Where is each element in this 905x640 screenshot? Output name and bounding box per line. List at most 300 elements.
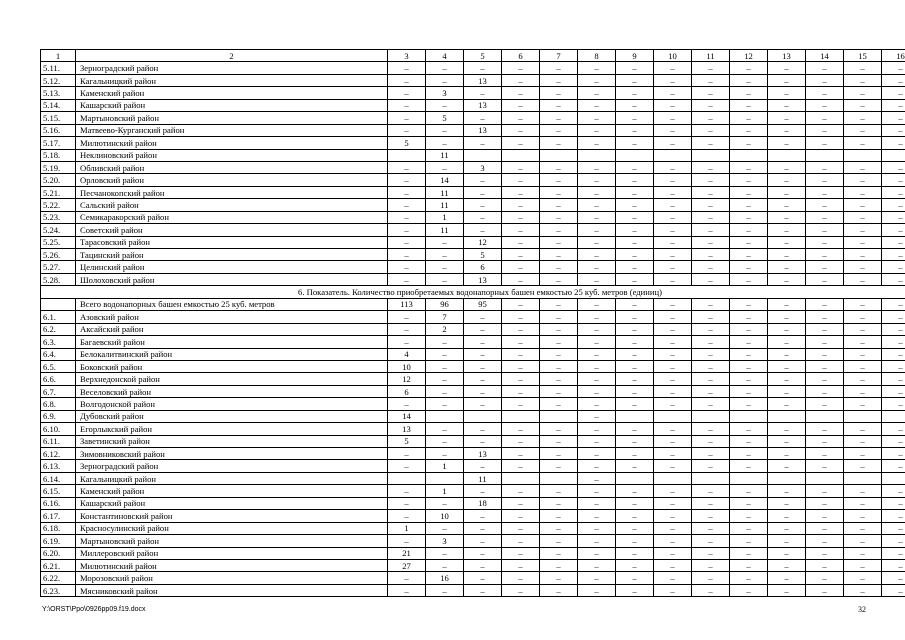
row-number: 6.11. — [41, 435, 76, 447]
value-cell: – — [388, 62, 426, 74]
value-cell: – — [426, 435, 464, 447]
district-name: Милютинский район — [76, 559, 388, 571]
table-row — [41, 485, 905, 497]
row-number: 5.24. — [41, 224, 76, 236]
value-cell: – — [692, 261, 730, 273]
value-cell: – — [540, 360, 578, 372]
value-cell: – — [616, 547, 654, 559]
value-cell: – — [882, 311, 905, 323]
value-cell: – — [616, 62, 654, 74]
table-row — [41, 535, 905, 547]
value-cell: – — [768, 460, 806, 472]
value-cell: – — [388, 224, 426, 236]
value-cell: – — [654, 497, 692, 509]
district-name: Верхнедонской район — [76, 373, 388, 385]
value-cell: – — [882, 62, 905, 74]
row-number: 6.22. — [41, 572, 76, 584]
value-cell: – — [388, 124, 426, 136]
value-cell: – — [540, 87, 578, 99]
value-cell: – — [882, 199, 905, 211]
value-cell: 13 — [464, 124, 502, 136]
table-row — [41, 547, 905, 559]
value-cell: – — [768, 62, 806, 74]
district-name: Морозовский район — [76, 572, 388, 584]
value-cell: – — [540, 559, 578, 571]
value-cell: – — [768, 360, 806, 372]
value-cell: – — [844, 224, 882, 236]
row-number: 6.21. — [41, 559, 76, 571]
value-cell: – — [768, 261, 806, 273]
value-cell: – — [692, 547, 730, 559]
value-cell: 16 — [426, 572, 464, 584]
value-cell: – — [730, 360, 768, 372]
value-cell: – — [578, 261, 616, 273]
value-cell: – — [768, 112, 806, 124]
value-cell: – — [806, 74, 844, 86]
value-cell: – — [692, 137, 730, 149]
value-cell: 13 — [388, 423, 426, 435]
value-cell: – — [502, 385, 540, 397]
value-cell: – — [692, 398, 730, 410]
value-cell — [540, 410, 578, 422]
value-cell: – — [768, 137, 806, 149]
table-row — [41, 584, 905, 596]
value-cell: – — [882, 323, 905, 335]
header-cell: 10 — [654, 50, 692, 62]
value-cell: – — [426, 124, 464, 136]
value-cell: – — [578, 161, 616, 173]
value-cell: – — [540, 112, 578, 124]
value-cell: – — [578, 472, 616, 484]
value-cell: – — [502, 435, 540, 447]
value-cell: 2 — [426, 323, 464, 335]
value-cell: – — [464, 398, 502, 410]
value-cell: – — [768, 199, 806, 211]
value-cell: – — [692, 559, 730, 571]
table-row — [41, 373, 905, 385]
value-cell: – — [502, 124, 540, 136]
value-cell: 95 — [464, 298, 502, 310]
value-cell: – — [654, 572, 692, 584]
value-cell: – — [616, 161, 654, 173]
header-cell: 4 — [426, 50, 464, 62]
value-cell: – — [654, 348, 692, 360]
value-cell: – — [616, 423, 654, 435]
district-name: Неклиновский район — [76, 149, 388, 161]
value-cell: – — [844, 572, 882, 584]
district-name: Азовский район — [76, 311, 388, 323]
row-number: 5.13. — [41, 87, 76, 99]
value-cell: – — [426, 385, 464, 397]
value-cell: – — [692, 385, 730, 397]
value-cell: – — [502, 224, 540, 236]
value-cell: – — [464, 522, 502, 534]
value-cell: – — [616, 323, 654, 335]
value-cell: – — [692, 460, 730, 472]
value-cell: – — [692, 236, 730, 248]
table-row — [41, 149, 905, 161]
value-cell: – — [692, 373, 730, 385]
value-cell: – — [654, 224, 692, 236]
value-cell: – — [502, 547, 540, 559]
value-cell: – — [578, 348, 616, 360]
row-number: 6.16. — [41, 497, 76, 509]
value-cell: – — [882, 336, 905, 348]
value-cell — [616, 410, 654, 422]
table-row — [41, 522, 905, 534]
value-cell: – — [730, 186, 768, 198]
value-cell: – — [882, 161, 905, 173]
value-cell: – — [844, 547, 882, 559]
value-cell: – — [692, 298, 730, 310]
value-cell: – — [388, 87, 426, 99]
value-cell: – — [616, 124, 654, 136]
value-cell: – — [578, 174, 616, 186]
value-cell: 14 — [426, 174, 464, 186]
value-cell: – — [502, 62, 540, 74]
value-cell: – — [578, 435, 616, 447]
row-number: 6.2. — [41, 323, 76, 335]
value-cell — [540, 472, 578, 484]
value-cell: 113 — [388, 298, 426, 310]
district-name: Орловский район — [76, 174, 388, 186]
value-cell: – — [806, 323, 844, 335]
value-cell: – — [464, 547, 502, 559]
value-cell: – — [844, 423, 882, 435]
value-cell: – — [844, 236, 882, 248]
value-cell: 12 — [388, 373, 426, 385]
table-row — [41, 137, 905, 149]
value-cell: – — [882, 137, 905, 149]
value-cell: 96 — [426, 298, 464, 310]
value-cell — [654, 472, 692, 484]
value-cell: – — [768, 373, 806, 385]
value-cell: – — [654, 398, 692, 410]
value-cell: – — [502, 373, 540, 385]
row-number: 6.10. — [41, 423, 76, 435]
value-cell: – — [806, 485, 844, 497]
page-number: 32 — [858, 605, 866, 614]
value-cell: – — [502, 261, 540, 273]
row-number: 6.12. — [41, 448, 76, 460]
value-cell: – — [388, 311, 426, 323]
value-cell: – — [844, 336, 882, 348]
value-cell: – — [616, 311, 654, 323]
value-cell: – — [540, 224, 578, 236]
value-cell: – — [388, 249, 426, 261]
value-cell: – — [502, 161, 540, 173]
table-row — [41, 448, 905, 460]
value-cell: – — [692, 348, 730, 360]
value-cell: – — [578, 535, 616, 547]
value-cell — [882, 149, 905, 161]
value-cell: – — [844, 249, 882, 261]
value-cell: – — [502, 348, 540, 360]
value-cell: – — [768, 522, 806, 534]
value-cell: – — [464, 460, 502, 472]
value-cell: – — [654, 112, 692, 124]
value-cell: – — [730, 448, 768, 460]
value-cell: – — [806, 224, 844, 236]
value-cell: – — [882, 236, 905, 248]
value-cell: – — [578, 410, 616, 422]
district-name: Кашарский район — [76, 99, 388, 111]
value-cell: – — [844, 211, 882, 223]
value-cell: – — [540, 522, 578, 534]
value-cell: – — [844, 273, 882, 285]
value-cell: – — [388, 211, 426, 223]
district-name: Аксайский район — [76, 323, 388, 335]
value-cell: – — [540, 460, 578, 472]
value-cell: – — [502, 535, 540, 547]
value-cell: – — [388, 112, 426, 124]
value-cell: – — [768, 348, 806, 360]
value-cell: – — [578, 199, 616, 211]
row-number: 6.17. — [41, 510, 76, 522]
value-cell: – — [806, 236, 844, 248]
value-cell: – — [730, 224, 768, 236]
row-number — [41, 298, 76, 310]
value-cell: – — [388, 398, 426, 410]
value-cell: – — [654, 124, 692, 136]
value-cell: 13 — [464, 273, 502, 285]
value-cell: – — [426, 336, 464, 348]
district-name: Мясниковский район — [76, 584, 388, 596]
value-cell: – — [730, 323, 768, 335]
value-cell: – — [502, 522, 540, 534]
value-cell — [464, 149, 502, 161]
value-cell: – — [844, 112, 882, 124]
value-cell: – — [654, 485, 692, 497]
value-cell: – — [654, 385, 692, 397]
value-cell: – — [768, 497, 806, 509]
district-name: Каменский район — [76, 485, 388, 497]
value-cell: – — [426, 74, 464, 86]
value-cell: – — [806, 360, 844, 372]
value-cell: – — [426, 497, 464, 509]
value-cell: – — [388, 261, 426, 273]
value-cell: – — [654, 435, 692, 447]
value-cell — [692, 410, 730, 422]
value-cell: – — [768, 559, 806, 571]
value-cell: – — [464, 535, 502, 547]
value-cell — [806, 472, 844, 484]
table-row — [41, 423, 905, 435]
value-cell: – — [578, 385, 616, 397]
value-cell: – — [844, 174, 882, 186]
district-name: Багаевский район — [76, 336, 388, 348]
district-name: Зимовниковский район — [76, 448, 388, 460]
value-cell: – — [882, 535, 905, 547]
table-row — [41, 435, 905, 447]
value-cell: – — [540, 137, 578, 149]
value-cell: – — [844, 323, 882, 335]
value-cell: – — [540, 423, 578, 435]
value-cell: – — [578, 373, 616, 385]
value-cell: – — [464, 584, 502, 596]
value-cell — [882, 472, 905, 484]
value-cell: – — [806, 423, 844, 435]
value-cell: – — [768, 535, 806, 547]
value-cell: – — [692, 199, 730, 211]
value-cell: – — [616, 385, 654, 397]
value-cell: – — [578, 360, 616, 372]
value-cell — [464, 410, 502, 422]
value-cell: – — [730, 273, 768, 285]
value-cell: – — [844, 87, 882, 99]
value-cell: 3 — [426, 87, 464, 99]
value-cell: – — [730, 137, 768, 149]
value-cell — [654, 410, 692, 422]
value-cell: – — [616, 199, 654, 211]
header-cell: 2 — [76, 50, 388, 62]
row-number: 6.20. — [41, 547, 76, 559]
value-cell: – — [578, 186, 616, 198]
value-cell: – — [882, 497, 905, 509]
value-cell: – — [426, 360, 464, 372]
district-name: Каменский район — [76, 87, 388, 99]
value-cell: – — [806, 62, 844, 74]
value-cell: – — [616, 74, 654, 86]
value-cell: – — [540, 547, 578, 559]
value-cell: – — [654, 311, 692, 323]
value-cell: – — [616, 186, 654, 198]
row-number: 6.1. — [41, 311, 76, 323]
value-cell: – — [616, 485, 654, 497]
value-cell: – — [806, 497, 844, 509]
value-cell: – — [882, 460, 905, 472]
value-cell: – — [844, 348, 882, 360]
row-number: 5.22. — [41, 199, 76, 211]
value-cell — [540, 149, 578, 161]
value-cell: – — [730, 211, 768, 223]
value-cell: – — [540, 298, 578, 310]
value-cell: – — [540, 62, 578, 74]
value-cell: – — [578, 398, 616, 410]
value-cell — [768, 410, 806, 422]
value-cell: – — [654, 360, 692, 372]
value-cell: – — [768, 336, 806, 348]
value-cell: – — [426, 161, 464, 173]
value-cell: – — [464, 435, 502, 447]
district-name: Боковский район — [76, 360, 388, 372]
value-cell: – — [616, 559, 654, 571]
value-cell: – — [654, 261, 692, 273]
row-number: 5.11. — [41, 62, 76, 74]
value-cell: – — [426, 273, 464, 285]
table-row — [41, 559, 905, 571]
table-row — [41, 385, 905, 397]
value-cell: – — [616, 460, 654, 472]
value-cell: – — [882, 572, 905, 584]
value-cell: 11 — [426, 224, 464, 236]
value-cell: – — [502, 236, 540, 248]
district-name: Миллеровский район — [76, 547, 388, 559]
value-cell: – — [578, 336, 616, 348]
value-cell: – — [730, 249, 768, 261]
value-cell — [806, 410, 844, 422]
value-cell: – — [578, 510, 616, 522]
value-cell — [844, 410, 882, 422]
value-cell: – — [502, 572, 540, 584]
value-cell: – — [388, 186, 426, 198]
value-cell: – — [578, 522, 616, 534]
table-row — [41, 112, 905, 124]
value-cell: – — [578, 311, 616, 323]
value-cell: – — [464, 559, 502, 571]
value-cell: – — [844, 448, 882, 460]
value-cell: – — [654, 547, 692, 559]
row-number: 6.23. — [41, 584, 76, 596]
value-cell: – — [768, 547, 806, 559]
value-cell: – — [502, 510, 540, 522]
value-cell: – — [844, 161, 882, 173]
value-cell: – — [464, 385, 502, 397]
value-cell: – — [578, 236, 616, 248]
value-cell: – — [844, 261, 882, 273]
table-row — [41, 348, 905, 360]
value-cell: – — [768, 435, 806, 447]
value-cell: 14 — [388, 410, 426, 422]
row-number: 6.5. — [41, 360, 76, 372]
value-cell: 5 — [388, 137, 426, 149]
value-cell: – — [616, 535, 654, 547]
value-cell: – — [426, 137, 464, 149]
value-cell: – — [806, 373, 844, 385]
value-cell: – — [540, 261, 578, 273]
district-name: Константиновский район — [76, 510, 388, 522]
value-cell: – — [806, 547, 844, 559]
value-cell: – — [388, 273, 426, 285]
value-cell: – — [806, 186, 844, 198]
value-cell — [426, 410, 464, 422]
value-cell: – — [502, 497, 540, 509]
value-cell: – — [692, 74, 730, 86]
value-cell: – — [578, 323, 616, 335]
value-cell: – — [844, 435, 882, 447]
value-cell: – — [730, 373, 768, 385]
district-name: Всего водонапорных башен емкостью 25 куб. метров — [76, 298, 388, 310]
table-row — [41, 261, 905, 273]
value-cell: – — [768, 174, 806, 186]
value-cell: – — [844, 398, 882, 410]
value-cell: – — [388, 485, 426, 497]
value-cell: – — [806, 535, 844, 547]
district-name: Белокалитвинский район — [76, 348, 388, 360]
value-cell: – — [806, 311, 844, 323]
value-cell: – — [654, 137, 692, 149]
value-cell: – — [844, 373, 882, 385]
header-cell: 15 — [844, 50, 882, 62]
value-cell: – — [502, 298, 540, 310]
value-cell: – — [616, 373, 654, 385]
value-cell: – — [502, 460, 540, 472]
value-cell: – — [426, 448, 464, 460]
value-cell: – — [806, 510, 844, 522]
value-cell: – — [540, 398, 578, 410]
table-row — [41, 174, 905, 186]
value-cell: – — [806, 298, 844, 310]
value-cell: – — [692, 535, 730, 547]
value-cell: – — [844, 99, 882, 111]
value-cell: – — [540, 236, 578, 248]
value-cell: – — [464, 186, 502, 198]
value-cell: – — [882, 398, 905, 410]
district-name: Милютинский район — [76, 137, 388, 149]
value-cell: – — [502, 448, 540, 460]
value-cell: – — [654, 74, 692, 86]
value-cell: – — [654, 273, 692, 285]
